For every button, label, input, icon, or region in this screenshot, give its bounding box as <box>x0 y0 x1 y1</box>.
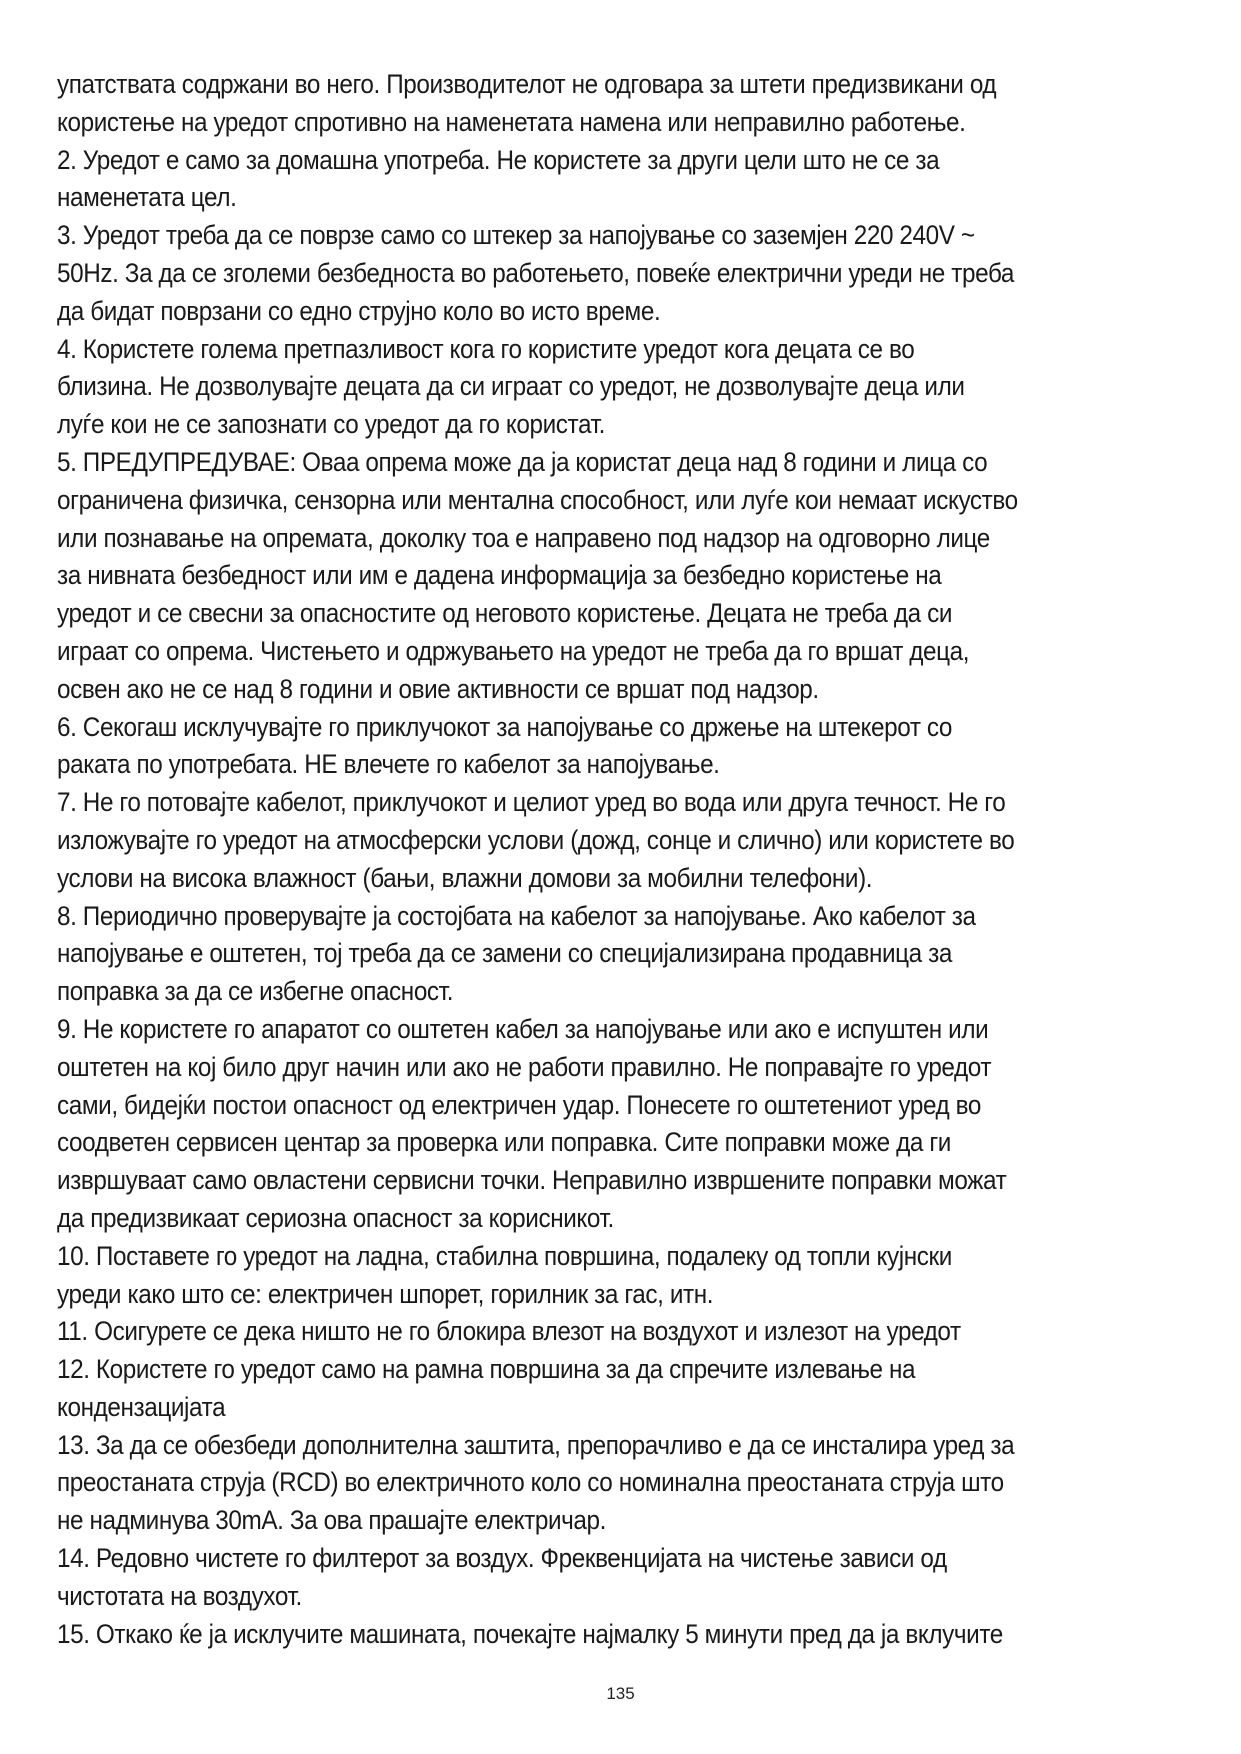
text-line: оштетен на кој било друг начин или ако не работи правилно. Не поправајте го уредот <box>57 1051 992 1082</box>
text-line: луѓе кои не се запознати со уредот да го користат. <box>57 409 605 440</box>
text-line: или познавање на опремата, доколку тоа е направено под надзор на одговорно лице <box>57 522 990 553</box>
text-line: 7. Не го потовајте кабелот, приклучокот и целиот уред во вода или друга течност. Не го <box>57 787 1006 818</box>
document-body <box>57 66 1187 1653</box>
text-line: извршуваат само овластени сервисни точки. Неправилно извршените поправки можат <box>57 1165 1007 1196</box>
text-line: да предизвикаат сериозна опасност за корисникот. <box>57 1202 614 1233</box>
text-line: ограничена физичка, сензорна или ментална способност, или луѓе кои немаат искуство <box>57 484 1018 515</box>
text-line: 4. Користете голема претпазливост кога го користите уредот кога децата се во <box>57 333 915 364</box>
text-line: наменетата цел. <box>57 182 237 213</box>
text-line: напојување е оштетен, тој треба да се замени со специјализирана продавница за <box>57 938 952 969</box>
text-line: раката по употребата. НЕ влечете го кабелот за напојување. <box>57 749 720 780</box>
text-line: 5. ПРЕДУПРЕДУВАЕ: Оваа опрема може да ја користат деца над 8 години и лица со <box>57 446 988 477</box>
text-line: освен ако не се над 8 години и овие активности се вршат под надзор. <box>57 673 819 704</box>
text-line: чистотата на воздухот. <box>57 1580 302 1611</box>
text-line: сами, бидејќи постои опасност од електричен удар. Понесете го оштетениот уред во <box>57 1089 981 1120</box>
text-line: 6. Секогаш исклучувајте го приклучокот за напојување со држење на штекерот со <box>57 711 953 742</box>
text-line: поправка за да се избегне опасност. <box>57 976 454 1007</box>
text-line: услови на висока влажност (бањи, влажни домови за мобилни телефони). <box>57 862 873 893</box>
text-line: соодветен сервисен центар за проверка или поправка. Сите поправки може да ги <box>57 1127 951 1158</box>
text-line: 10. Поставете го уредот на ладна, стабилна површина, подалеку од топли кујнски <box>57 1240 952 1271</box>
text-line: изложувајте го уредот на атмосферски услови (дожд, сонце и слично) или користете во <box>57 824 1015 855</box>
text-line: 15. Откако ќе ја исклучите машината, почекајте најмалку 5 минути пред да ја вклучите <box>57 1618 1003 1649</box>
text-line: 9. Не користете го апаратот со оштетен кабел за напојување или ако е испуштен или <box>57 1013 989 1044</box>
text-line: упатствата содржани во него. Производителот не одговара за штети предизвикани од <box>57 69 997 99</box>
text-line: близина. Не дозволувајте децата да си играат со уредот, не дозволувајте деца или <box>57 371 965 402</box>
text-line: не надминува 30mA. За ова прашајте електричар. <box>57 1505 606 1536</box>
text-line: користење на уредот спротивно на наменетата намена или неправилно работење. <box>57 106 966 137</box>
text-line: 11. Осигурете се дека ништо не го блокира влезот на воздухот и излезот на уредот <box>57 1316 961 1347</box>
page-number: 135 <box>606 1684 635 1703</box>
text-line: 2. Уредот е само за домашна употреба. Не користете за други цели што не се за <box>57 144 940 175</box>
text-line: 50Hz. За да се зголеми безбедноста во работењето, повеќе електрични уреди не треба <box>57 257 1015 288</box>
text-line: уреди како што се: електричен шпорет, горилник за гас, итн. <box>57 1278 714 1309</box>
text-line: да бидат поврзани со едно струјно коло во исто време. <box>57 295 661 326</box>
text-line: уредот и се свесни за опасностите од неговото користење. Децата не треба да си <box>57 598 952 629</box>
text-line: играат со опрема. Чистењето и одржувањето на уредот не треба да го вршат деца, <box>57 635 970 666</box>
text-line: 13. За да се обезбеди дополнителна заштита, препорачливо е да се инсталира уред за <box>57 1429 1015 1460</box>
text-line: за нивната безбедност или им е дадена информација за безбедно користење на <box>57 560 942 591</box>
text-line: 8. Периодично проверувајте ја состојбата на кабелот за напојување. Ако кабелот за <box>57 900 976 931</box>
text-line: 12. Користете го уредот само на рамна површина за да спречите излевање на <box>57 1354 916 1385</box>
text-line: кондензацијата <box>57 1391 226 1422</box>
text-line: 3. Уредот треба да се поврзе само со штекер за напојување со заземјен 220 240V ~ <box>57 220 975 251</box>
text-line: 14. Редовно чистете го филтерот за воздух. Фреквенцијата на чистење зависи од <box>57 1543 947 1574</box>
text-line: преостаната струја (RCD) во електричното коло со номинална преостаната струја што <box>57 1467 1004 1498</box>
